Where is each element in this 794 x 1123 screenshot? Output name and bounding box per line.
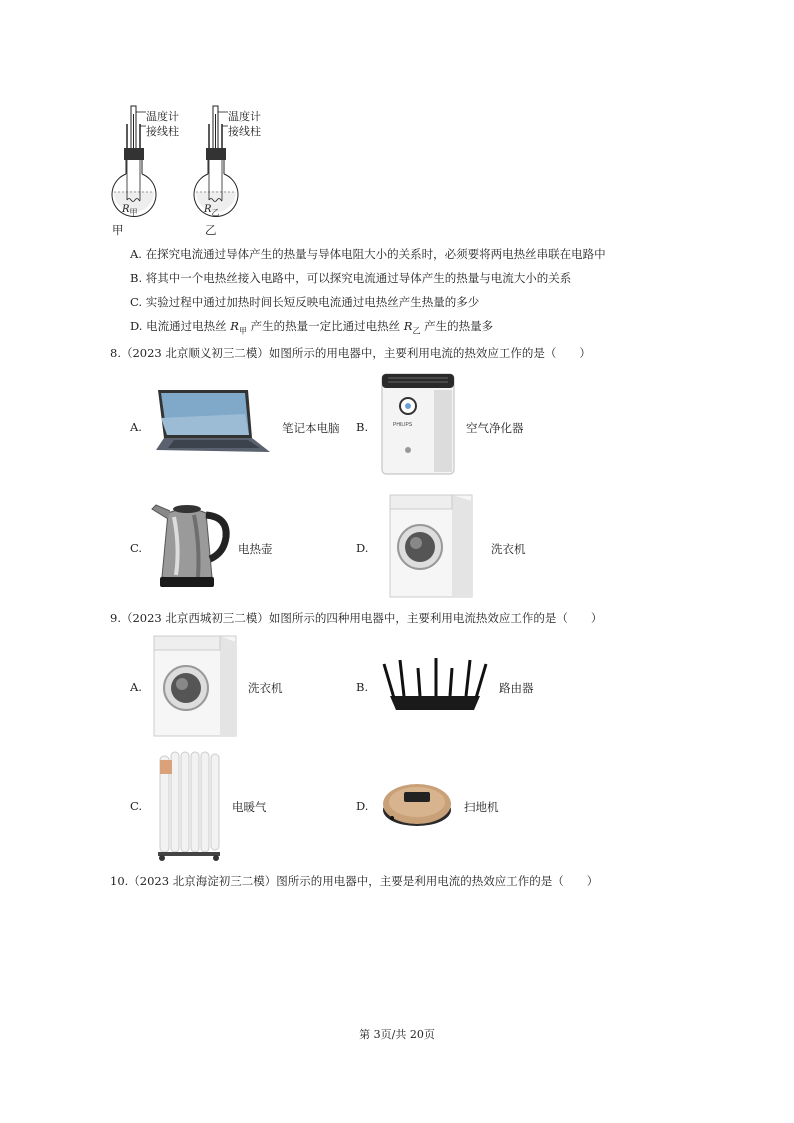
q9-option-a-letter[interactable]: A. (130, 680, 142, 694)
resistor-symbol: R (230, 319, 239, 333)
purifier-brand-label: PHILIPS (393, 422, 413, 428)
resistor-subscript: 乙 (412, 326, 421, 336)
page-number-footer: 第 3页/共 20页 (359, 1028, 435, 1041)
q7-option-b[interactable] (130, 270, 571, 286)
option-text: 实验过程中通过加热时间长短反映电流通过电热丝产生热量的多少 (145, 295, 480, 309)
q10-stem: 10.（2023 北京海淀初三二模）图所示的用电器中，主要是利用电流的热效应工作的是（ ） (110, 874, 599, 888)
option-text-part: 产生的热量一定比通过电热丝 (246, 319, 404, 333)
q8-option-b-caption: 空气净化器 (466, 421, 524, 435)
oil-heater-image (156, 748, 222, 862)
resistor-subscript: 甲 (238, 326, 247, 336)
option-letter: D. (130, 319, 143, 333)
option-text-part: 产生的热量多 (420, 319, 494, 333)
option-text: 将其中一个电热丝接入电路中，可以探究电流通过导体产生的热量与电流大小的关系 (145, 271, 572, 285)
q7-option-c[interactable] (130, 294, 479, 310)
q8-stem: 8.（2023 北京顺义初三二模）如图所示的用电器中，主要利用电流的热效应工作的是（ ） (110, 346, 591, 360)
flask-caption-yi: 乙 (205, 223, 217, 237)
thermometer-label-left: 温度计 (146, 110, 179, 123)
q9-stem: 9.（2023 北京西城初三二模）如图所示的四种用电器中，主要利用电流热效应工作的是（ ） (110, 611, 603, 625)
q8-option-d-caption: 洗衣机 (491, 542, 526, 556)
q9-option-b-letter[interactable]: B. (356, 680, 369, 694)
q9-option-d-letter[interactable]: D. (356, 799, 369, 813)
resistor-symbol: R (403, 319, 413, 333)
resistor-label-jia: $R_甲$ (122, 204, 138, 217)
q7-option-d[interactable] (130, 318, 493, 336)
washing-machine-image-q9 (152, 634, 238, 738)
option-letter: A. (130, 247, 142, 261)
option-text-part: 电流通过电热丝 (146, 319, 231, 333)
option-letter: B. (130, 271, 143, 285)
q8-option-b-letter[interactable]: B. (356, 420, 369, 434)
q9-option-a-caption: 洗衣机 (248, 681, 283, 695)
router-image (380, 658, 490, 714)
electric-kettle-image (148, 497, 232, 591)
q8-option-d-letter[interactable]: D. (356, 541, 369, 555)
q8-option-a-caption: 笔记本电脑 (282, 421, 340, 435)
q9-option-d-caption: 扫地机 (464, 800, 499, 814)
option-letter: C. (130, 295, 143, 309)
laptop-image (152, 388, 272, 458)
q9-option-c-letter[interactable]: C. (130, 799, 143, 813)
terminal-label-left: 接线柱 (146, 125, 179, 138)
option-text: 在探究电流通过导体产生的热量与导体电阻大小的关系时，必须要将两电热丝串联在电路中 (145, 247, 606, 261)
q8-option-c-caption: 电热壶 (238, 542, 273, 556)
q9-option-b-caption: 路由器 (499, 681, 534, 695)
q8-option-a-letter[interactable]: A. (130, 420, 142, 434)
thermometer-label-right: 温度计 (228, 110, 261, 123)
q7-option-a[interactable] (130, 246, 606, 262)
q8-option-c-letter[interactable]: C. (130, 541, 143, 555)
resistor-label-yi: $R_乙$ (204, 204, 220, 217)
air-purifier-image (378, 372, 458, 477)
robot-vacuum-image (380, 778, 454, 830)
terminal-label-right: 接线柱 (228, 125, 261, 138)
washing-machine-image (388, 493, 474, 599)
flask-caption-jia: 甲 (112, 223, 124, 237)
q9-option-c-caption: 电暖气 (232, 800, 267, 814)
